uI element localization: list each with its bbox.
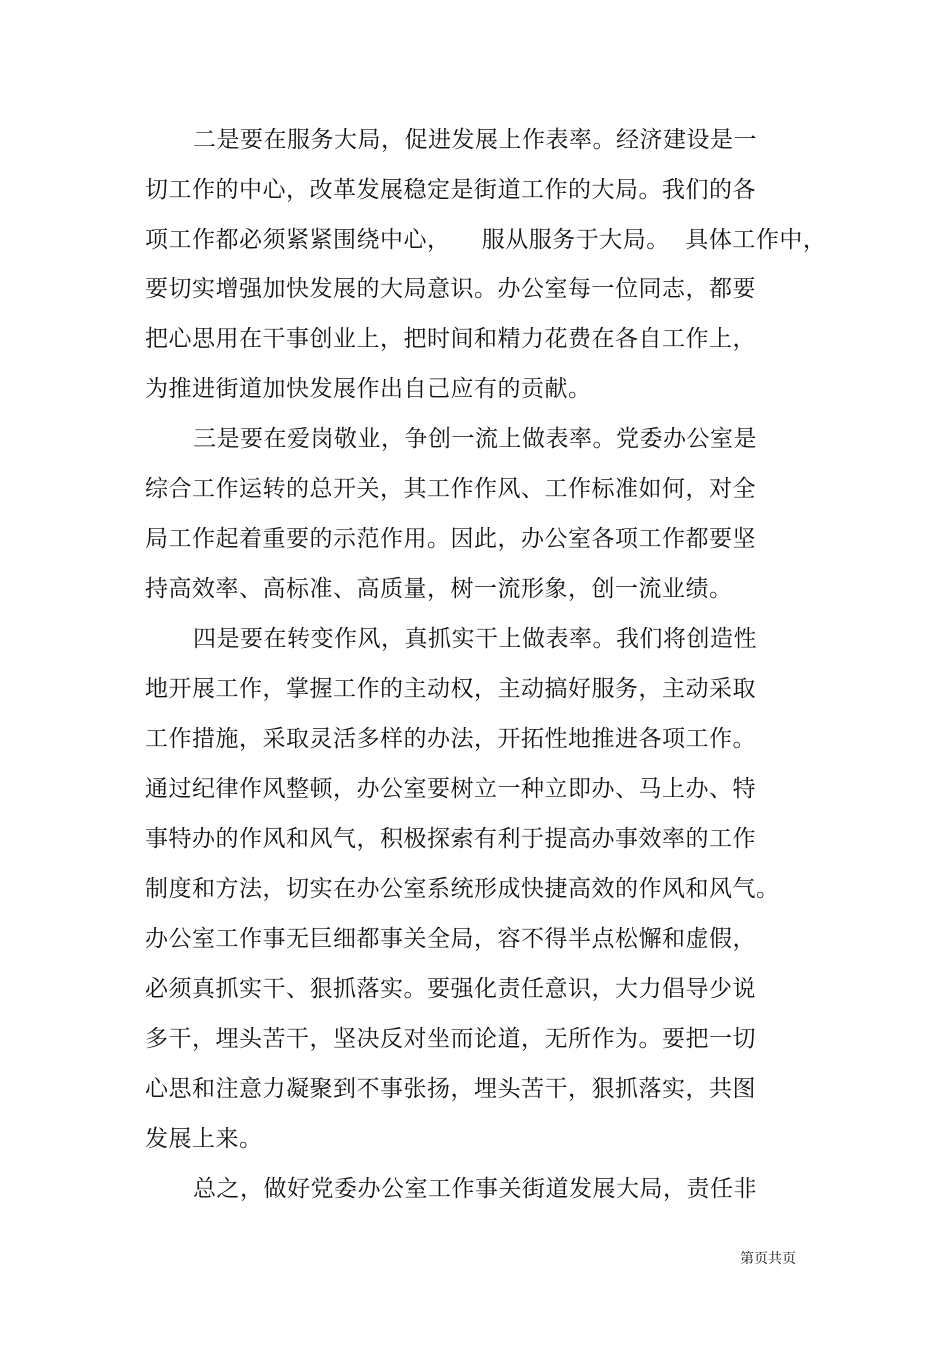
text-line: 要切实增强加快发展的大局意识。办公室每一位同志，都要 — [145, 276, 756, 302]
text-line: 多干，埋头苦干，坚决反对坐而论道，无所作为。要把一切 — [145, 1026, 756, 1052]
text-line: 通过纪律作风整顿，办公室要树立一种立即办、马上办、特 — [145, 776, 756, 802]
text-line: 三是要在爱岗敬业，争创一流上做表率。党委办公室是 — [193, 426, 757, 452]
text-line: 二是要在服务大局，促进发展上作表率。经济建设是一 — [193, 127, 757, 153]
text-line: 持高效率、高标准、高质量，树一流形象，创一流业绩。 — [145, 576, 733, 602]
text-line: 项工作都必须紧紧围绕中心， 服从服务于大局。 具体工作中， — [145, 227, 827, 253]
text-line: 把心思用在干事创业上，把时间和精力花费在各自工作上， — [145, 326, 756, 352]
text-line: 地开展工作，掌握工作的主动权，主动搞好服务，主动采取 — [145, 676, 756, 702]
text-line: 办公室工作事无巨细都事关全局，容不得半点松懈和虚假， — [145, 926, 756, 952]
text-line: 为推进街道加快发展作出自己应有的贡献。 — [145, 376, 592, 402]
text-line: 切工作的中心，改革发展稳定是街道工作的大局。我们的各 — [145, 177, 756, 203]
text-line: 局工作起着重要的示范作用。因此，办公室各项工作都要坚 — [145, 526, 756, 552]
text-line: 必须真抓实干、狠抓落实。要强化责任意识，大力倡导少说 — [145, 976, 756, 1002]
page-number-footer: 第页共页 — [740, 1251, 796, 1267]
text-line: 综合工作运转的总开关，其工作作风、工作标准如何，对全 — [145, 476, 756, 502]
text-line: 总之，做好党委办公室工作事关街道发展大局，责任非 — [193, 1176, 757, 1202]
text-line: 心思和注意力凝聚到不事张扬，埋头苦干，狠抓落实，共图 — [145, 1076, 756, 1102]
text-line: 四是要在转变作风，真抓实干上做表率。我们将创造性 — [193, 626, 757, 652]
text-line: 制度和方法，切实在办公室系统形成快捷高效的作风和风气。 — [145, 876, 780, 902]
text-line: 事特办的作风和风气，积极探索有利于提高办事效率的工作 — [145, 826, 756, 852]
text-line: 发展上来。 — [145, 1126, 263, 1152]
text-line: 工作措施，采取灵活多样的办法，开拓性地推进各项工作。 — [145, 726, 756, 752]
